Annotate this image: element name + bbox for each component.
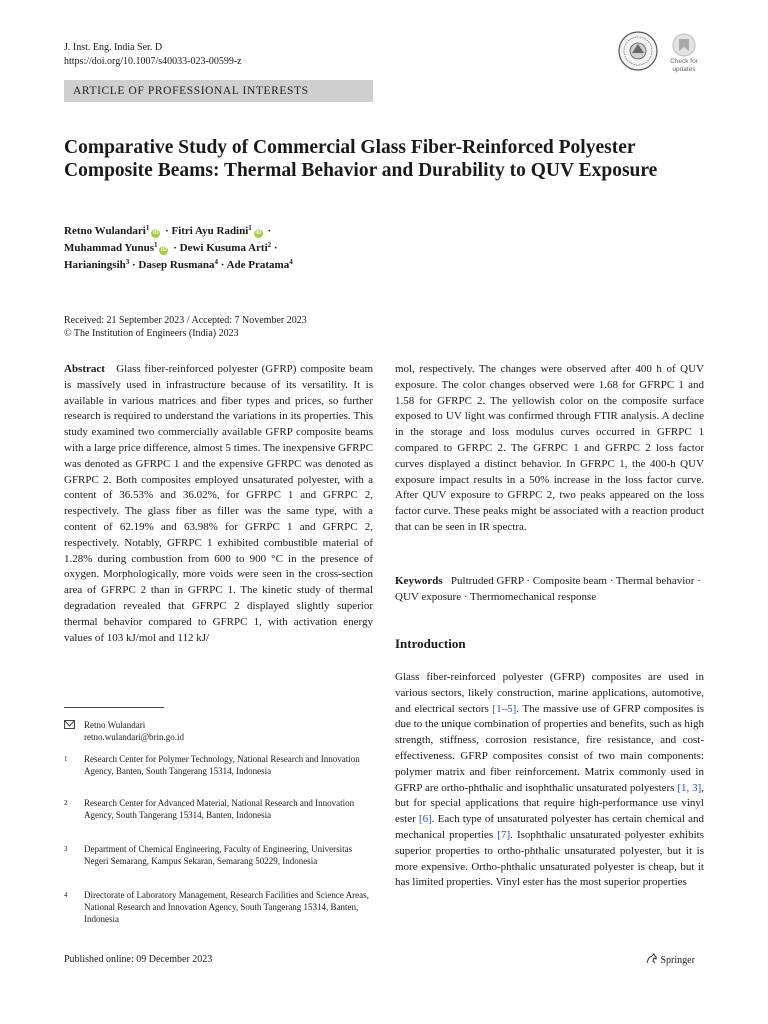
author-name[interactable]: Fitri Ayu Radini: [171, 225, 249, 237]
publisher-name: Springer: [660, 955, 695, 966]
intro-text-part: Glass fiber-reinforced polyester (GFRP) composites are used in various sectors, likely construction, marine applications, automotive, and electrical sectors: [395, 671, 704, 715]
affiliation-ref: 4: [289, 258, 293, 266]
updates-label: updates: [672, 65, 696, 73]
check-for-label: Check for: [670, 58, 698, 65]
abstract-text: Glass fiber-reinforced polyester (GFRP) composite beam is massively used in infrastructure because of its versatility. It is available in various matrices and fiber types and prices, so further research is required to understand the variations in its properties. This study examined two commercially available GFRP composite beams with a large price difference, almost 5 times. The inexpensive GFRPC was denoted as GFRPC 1 and the expensive GFRPC was denoted as GFRPC 2. Both composites employed unsaturated polyester, with a content of 36.53% and 36.02%, for GFRPC 1 and GFRPC 2, respectively. The glass fiber as filler was the same type, with a content of 62.19% and 63.98% for GFRPC 1 and GFRPC 2, respectively. Notably, GFRPC 1 exhibited combustible material of 1.28% during combustion from 600 to 900 °C in the presence of oxygen. Morphologically, more voids were seen in the cross-section area of GFRPC 2 than in GFRPC 1. The kinetic study of thermal degradation revealed that GFRPC 2 displayed slightly superior thermal behavior compared to GFRPC 1, with activation energy values of 103 kJ/mol and 112 kJ/: [64, 363, 374, 644]
abstract-right: [395, 362, 704, 536]
abstract-left: [64, 362, 373, 646]
author-name[interactable]: Dasep Rusmana: [138, 259, 215, 271]
orcid-icon[interactable]: iD: [160, 247, 167, 253]
author-name[interactable]: Dewi Kusuma Arti: [179, 242, 268, 254]
citation-link[interactable]: [7]: [497, 828, 511, 841]
envelope-icon: [64, 720, 75, 729]
affiliation-number: 3: [64, 845, 68, 853]
affiliation-text: Directorate of Laboratory Management, Research Facilities and Science Areas, National Research and Innovation Agency, South Tangerang 15314, Banten, Indonesia: [84, 890, 369, 924]
check-updates-icon: [664, 33, 704, 59]
publication-dates: [64, 315, 394, 340]
intro-text-part: . Isophthalic unsaturated polyester exhibits superior properties to ortho-phthalic unsaturated polyester, but it is more expensive. Ortho-phthalic unsaturated polyester is cheap, but it has limited properties. Vinyl ester has the most superior properties: [395, 828, 704, 889]
affiliation-number: 2: [64, 799, 68, 807]
affiliation-ref: 4: [214, 258, 219, 266]
author-list: Retno Wulandari$^1$iD · Fitri Ayu Radini$^1$iD · Muhammad Yunus$^1$iD · Dewi Kusuma Arti$^2$ · Harianingsih$^3$ · Dasep Rusmana$^4$ · Ade Pratama$^4$: [64, 224, 293, 271]
intro-text-part: , but for special applications that require high-performance use vinyl ester: [395, 781, 704, 826]
check-for-updates-badge[interactable]: [664, 33, 704, 79]
abstract-text-continued: mol, respectively. The changes were observed after 400 h of QUV exposure. The color changes observed were 1.68 for GFRPC 1 and 1.58 for GFRPC 2. The yellowish color on the composite surface exposed to UV light was confirmed through FTIR analysis. A decline in the storage and loss modulus curves occurred in GFRPC 1 compared to GFRPC 2. The GFRPC 1 and GFRPC 2 loss factor curves displayed a distinct behavior. In GFRPC 1, the 400-h QUV exposure impact results in a 50% increase in the loss factor curve. After QUV exposure to GFRPC 2, two peaks appeared on the loss factor curve. These peaks might be associated with a reaction product that can be seen in IR spectra.: [395, 363, 704, 533]
springer-horse-icon: [646, 953, 658, 964]
orcid-icon[interactable]: iD: [152, 230, 159, 236]
abstract-label: Abstract: [64, 363, 105, 375]
intro-text-part: . The massive use of GFRP composites is due to the unique combination of properties and benefits, such as high strength, stiffness, corrosion resistance, fire resistance, and cost-effectiveness. GFRP composites consist of two main components: polymer matrix and fiber reinforcement. Matrix commonly used in GFRP are ortho-phthalic and isophthalic unsaturated polyesters: [395, 702, 704, 794]
copyright-line: © The Institution of Engineers (India) 2023: [64, 327, 239, 339]
affiliation-ref: 1: [248, 224, 252, 232]
author-name[interactable]: Retno Wulandari: [64, 225, 146, 237]
affiliation-footnote: [64, 843, 373, 867]
journal-header: [64, 41, 242, 69]
affiliation-footnote: [64, 797, 373, 821]
corresponding-author: Retno Wulandari: [84, 720, 146, 730]
corresponding-email[interactable]: retno.wulandari@brin.go.id: [84, 732, 185, 742]
published-online: Published online: 09 December 2023: [64, 954, 213, 965]
institution-seal-logo: [618, 31, 658, 71]
journal-name: J. Inst. Eng. India Ser. D: [64, 42, 163, 53]
affiliation-ref: 2: [267, 241, 272, 249]
keywords-label: Keywords: [395, 575, 443, 587]
affiliation-text: Research Center for Advanced Material, National Research and Innovation Agency, South Tangerang 15314, Banten, Indonesia: [84, 798, 355, 820]
correspondence-footnote: [64, 719, 373, 743]
affiliation-number: 1: [64, 755, 68, 763]
affiliation-number: 4: [64, 891, 68, 899]
affiliation-text: Research Center for Polymer Technology, National Research and Innovation Agency, Banten, South Tangerang 15314, Indonesia: [84, 754, 360, 776]
affiliation-text: Department of Chemical Engineering, Faculty of Engineering, Universitas Negeri Semarang, Kampus Sekaran, Semarang 50229, Indonesia: [84, 844, 353, 866]
section-heading-introduction: Introduction: [395, 636, 466, 651]
article-title: Comparative Study of Commercial Glass Fiber-Reinforced Polyester Composite Beams: Thermal Behavior and Durability to QUV Exposure: [64, 137, 658, 181]
received-accepted: Received: 21 September 2023 / Accepted: 7 November 2023: [64, 315, 307, 326]
affiliation-footnote: [64, 753, 373, 777]
doi-link[interactable]: https://doi.org/10.1007/s40033-023-00599-z: [64, 56, 242, 67]
citation-link[interactable]: [6]: [418, 813, 432, 826]
orcid-icon[interactable]: iD: [255, 230, 262, 236]
footnote-divider: [64, 707, 164, 708]
affiliation-ref: 1: [153, 241, 158, 249]
citation-link[interactable]: [1, 3]: [677, 781, 702, 794]
affiliation-footnote: [64, 889, 373, 925]
introduction-text: [395, 670, 704, 891]
keywords-block: [395, 574, 704, 606]
publisher-logo: [646, 953, 695, 966]
citation-link[interactable]: [1–5]: [492, 702, 517, 715]
keywords-text: Pultruded GFRP · Composite beam · Thermal behavior · QUV exposure · Thermomechanical response: [395, 575, 701, 603]
affiliation-ref: 1: [145, 224, 150, 232]
article-type: ARTICLE OF PROFESSIONAL INTERESTS: [73, 85, 309, 97]
intro-text-part: . Each type of unsaturated polyester has certain chemical and mechanical properties: [395, 813, 704, 841]
article-type-banner: [64, 80, 373, 102]
author-name[interactable]: Harianingsih: [64, 259, 126, 271]
affiliation-ref: 3: [125, 258, 130, 266]
author-name[interactable]: Ade Pratama: [226, 259, 290, 271]
author-name[interactable]: Muhammad Yunus: [64, 242, 154, 254]
